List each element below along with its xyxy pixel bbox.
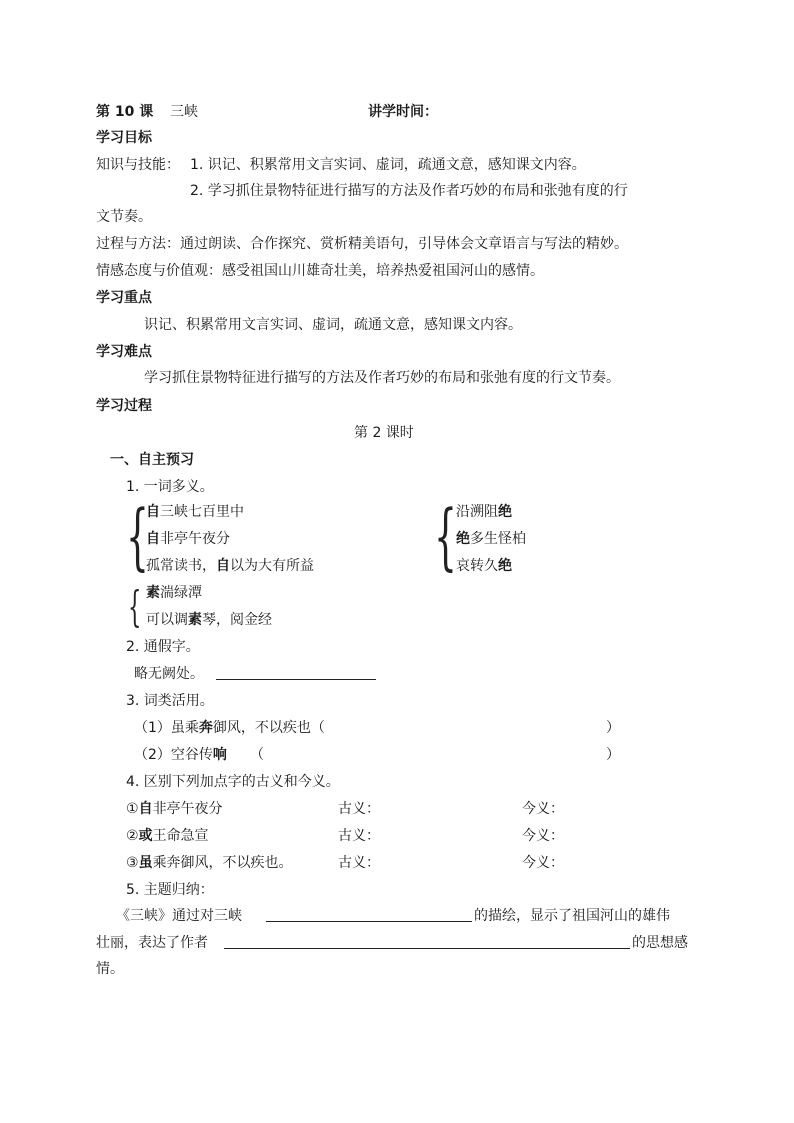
q4-row-1: ①自非亭午夜分: [126, 801, 223, 817]
knowledge-item-1: 1. 识记、积累常用文言实词、虚词，疏通文意，感知课文内容。: [190, 157, 586, 173]
lecture-time-label: 讲学时间：: [368, 104, 438, 120]
q5-line-1-post: 的描绘，显示了祖国河山的雄伟: [474, 908, 670, 924]
zi-item-2: 自非亭午夜分: [146, 531, 230, 547]
q5-blank-2[interactable]: [224, 948, 630, 949]
difficulties-heading: 学习难点: [96, 344, 152, 360]
q4-row-1-modern: 今义：: [522, 801, 564, 817]
knowledge-item-2-cont: 文节奏。: [96, 209, 152, 225]
q4-row-2: ②或王命急宣: [126, 828, 209, 844]
jue-item-3: 哀转久绝: [456, 558, 512, 574]
q3-title: 3. 词类活用。: [126, 693, 214, 709]
q4-row-2-ancient: 古义：: [338, 828, 380, 844]
zi-item-3: 孤常读书，自以为大有所益: [146, 558, 314, 574]
self-study-heading: 一、自主预习: [110, 452, 194, 468]
process-method: 过程与方法：通过朗读、合作探究、赏析精美语句，引导体会文章语言与写法的精妙。: [96, 236, 628, 252]
brace-su-icon: {: [128, 582, 142, 631]
objectives-heading: 学习目标: [96, 130, 152, 146]
lesson-title: 三峡: [170, 104, 198, 120]
q4-row-3: ③虽乘奔御风，不以疾也。: [126, 855, 293, 871]
knowledge-label: 知识与技能：: [96, 157, 180, 173]
q5-blank-1[interactable]: [266, 921, 472, 922]
brace-left-icon: {: [126, 494, 149, 578]
jue-item-1: 沿溯阻绝: [456, 504, 512, 520]
period-label: 第 2 课时: [354, 425, 414, 441]
zi-item-1: 自三峡七百里中: [146, 504, 244, 520]
q3-item-2-open: （: [250, 747, 264, 763]
q3-item-2: （2）空谷传响: [134, 747, 227, 763]
q3-item-1-close: ）: [606, 720, 620, 736]
q3-item-2-close: ）: [606, 747, 620, 763]
difficulties-text: 学习抓住景物特征进行描写的方法及作者巧妙的布局和张弛有度的行文节奏。: [144, 370, 620, 386]
q5-line-3: 情。: [96, 961, 124, 977]
q5-line-2-pre: 壮丽，表达了作者: [96, 935, 208, 951]
su-item-2: 可以调素琴，阅金经: [146, 612, 272, 628]
process-heading: 学习过程: [96, 398, 152, 414]
q5-line-1-pre: 《三峡》通过对三峡: [116, 908, 242, 924]
key-points-text: 识记、积累常用文言实词、虚词，疏通文意，感知课文内容。: [144, 317, 522, 333]
q4-row-3-modern: 今义：: [522, 855, 564, 871]
knowledge-item-2: 2. 学习抓住景物特征进行描写的方法及作者巧妙的布局和张弛有度的行: [190, 183, 628, 199]
key-points-heading: 学习重点: [96, 290, 152, 306]
q2-title: 2. 通假字。: [126, 639, 200, 655]
q2-item: 略无阙处。: [134, 666, 204, 682]
su-item-1: 素湍绿潭: [146, 585, 202, 601]
q5-title: 5. 主题归纳：: [126, 882, 214, 898]
q2-answer-line[interactable]: [216, 679, 376, 680]
lesson-number: 第 10 课: [96, 104, 154, 120]
q1-title: 1. 一词多义。: [126, 479, 214, 495]
brace-right-icon: {: [434, 494, 457, 578]
q4-title: 4. 区别下列加点字的古义和今义。: [126, 774, 340, 790]
q5-line-2-post: 的思想感: [632, 935, 688, 951]
q3-item-1: （1）虽乘奔御风，不以疾也（: [134, 720, 325, 736]
jue-item-2: 绝多生怪柏: [456, 531, 526, 547]
q4-row-3-ancient: 古义：: [338, 855, 380, 871]
q4-row-1-ancient: 古义：: [338, 801, 380, 817]
q4-row-2-modern: 今义：: [522, 828, 564, 844]
emotion-values: 情感态度与价值观：感受祖国山川雄奇壮美，培养热爱祖国河山的感情。: [96, 263, 544, 279]
